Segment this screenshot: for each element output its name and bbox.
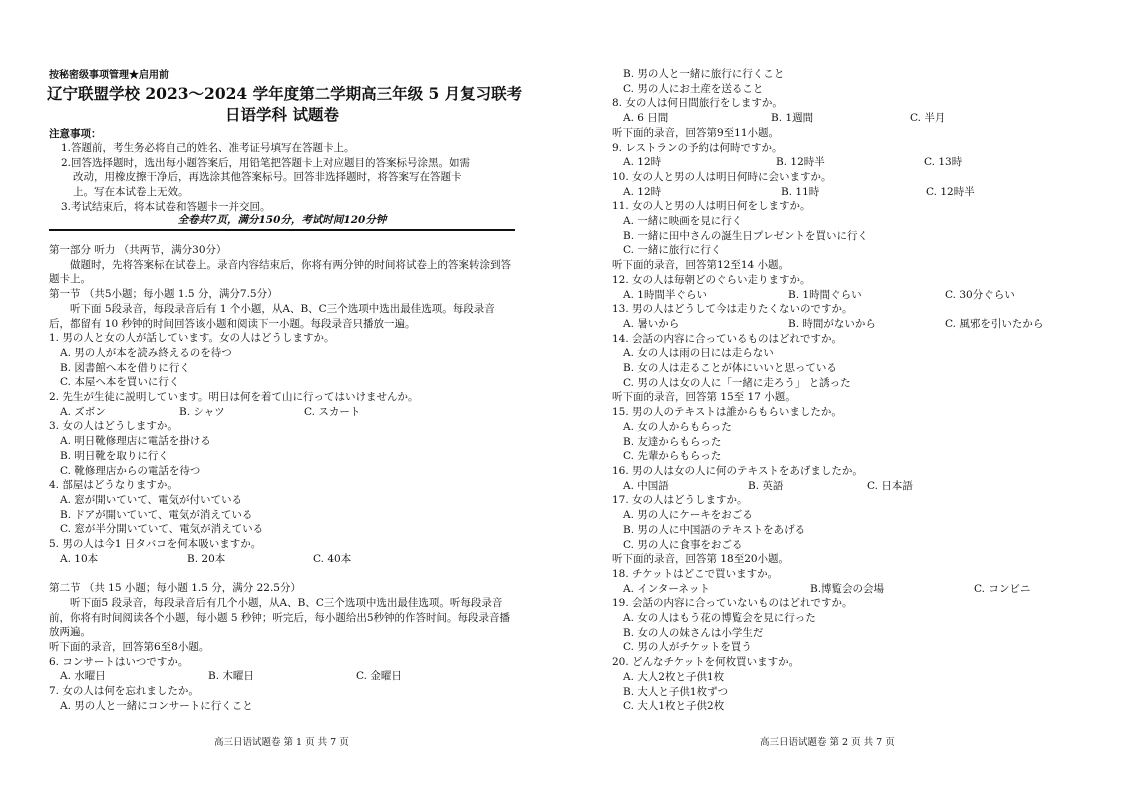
- answer-option: A. 男の人と一緒にコンサートに行くこと: [60, 699, 253, 712]
- text-line: 12. 女の人は毎朝どのぐらい走りますか。: [612, 273, 811, 286]
- answer-option: A. ズボン: [60, 405, 106, 418]
- answer-option: A. 水曜日: [60, 670, 106, 683]
- answer-option: A. 中国語: [623, 479, 669, 492]
- text-line: 5. 男の人は今1 日タバコを何本吸いますか。: [49, 538, 262, 551]
- answer-option: A. 一緒に映画を見に行く: [623, 215, 743, 228]
- answer-option: C. 12時半: [926, 185, 975, 198]
- text-line: 4. 部屋はどうなりますか。: [49, 479, 178, 492]
- text-line: 11. 女の人と男の人は明日何をしますか。: [612, 200, 811, 213]
- notes-title: 注意事项：: [49, 128, 102, 140]
- confidential-label: 按秘密级事项管理★启用前: [49, 70, 169, 81]
- note-line: 3.考试结束后，将本试卷和答题卡一并交回。: [61, 200, 271, 213]
- answer-option: C. 靴修理店からの電話を待つ: [60, 464, 201, 477]
- text-line: 20. どんなチケットを何枚買いますか。: [612, 656, 800, 669]
- text-line: 9. レストランの予約は何時ですか。: [612, 141, 783, 154]
- answer-option: C. 窓が半分開いていて、電気が消えている: [60, 523, 264, 536]
- answer-option: C. 金曜日: [356, 670, 402, 683]
- text-line: 17. 女の人はどうしますか。: [612, 494, 748, 507]
- text-line: 10. 女の人と男の人は明日何時に会いますか。: [612, 170, 832, 183]
- answer-options-row: [612, 317, 1082, 332]
- answer-option: B. 明日靴を取りに行く: [60, 449, 169, 462]
- answer-option: B. 1時間ぐらい: [788, 288, 862, 301]
- answer-option: A. 窓が開いていて、電気が付いている: [60, 493, 243, 506]
- page-1-body: [49, 243, 515, 713]
- exam-subtitle: 日语学科 试题卷: [225, 105, 339, 124]
- answer-options-row: [49, 552, 515, 567]
- exam-title: 辽宁联盟学校 2023～2024 学年度第二学期高三年级 5 月复习联考: [47, 84, 523, 103]
- spacer: [49, 566, 515, 581]
- notes-list: [49, 141, 515, 215]
- text-line: 听下面的录音，回答第6至8小题。: [49, 640, 210, 653]
- text-line: 14. 会話の内容に合っているものはどれですか。: [612, 332, 843, 345]
- answer-option: B. 12時半: [776, 156, 825, 169]
- page-1-footer: 高三日语试题卷 第 1 页 共 7 页: [214, 737, 349, 748]
- text-line: 13. 男の人はどうして今は走りたくないのですか。: [612, 303, 853, 316]
- note-line: 1.答题前，考生务必将自己的姓名、准考证号填写在答题卡上。: [61, 142, 355, 154]
- answer-option: B. 木曜日: [208, 670, 254, 683]
- answer-option: B. 女の人は走ることが体にいいと思っている: [623, 362, 837, 375]
- answer-option: C. スカート: [304, 405, 361, 418]
- text-line: 18. チケットはどこで買いますか。: [612, 567, 779, 580]
- answer-options-row: [612, 479, 1082, 494]
- answer-option: C. 男の人がチケットを買う: [623, 641, 752, 654]
- note-line: 2.回答选择题时，选出每小题答案后，用铅笔把答题卡上对应题目的答案标号涂黑。如需: [61, 156, 471, 169]
- answer-option: C. 日本語: [867, 479, 913, 492]
- answer-option: C. 半月: [910, 112, 946, 125]
- instruction-paragraph: 听下面 5段录音，每段录音后有 1 个小题，从A、B、C三个选项中选出最佳选项。每段录音后，都留有 10 秒钟的时间回答该小题和阅读下一小题。每段录音只播放一遍。: [49, 302, 495, 330]
- answer-option: B. 友達からもらった: [623, 435, 722, 448]
- answer-option: C. 本屋へ本を買いに行く: [60, 376, 180, 389]
- answer-option: B. 男の人に中国語のテキストをあげる: [623, 523, 806, 536]
- answer-option: B.博覧会の会場: [810, 582, 885, 595]
- answer-options-row: [612, 288, 1082, 303]
- answer-option: A. 男の人にケーキをおごる: [623, 509, 753, 522]
- text-line: 15. 男の人のテキストは誰からもらいましたか。: [612, 406, 842, 419]
- text-line: 2. 先生が生徒に説明しています。明日は何を着て山に行ってはいけませんか。: [49, 391, 419, 404]
- text-line: 19. 会話の内容に合っていないものはどれですか。: [612, 597, 853, 610]
- answer-option: B. 英語: [748, 479, 784, 492]
- answer-option: A. 12時: [623, 185, 662, 198]
- answer-option: A. 大人2枚と子供1枚: [623, 670, 725, 683]
- answer-option: B. 時間がないから: [788, 317, 876, 330]
- answer-option: C. 一緒に旅行に行く: [623, 244, 722, 257]
- answer-option: B. 20本: [187, 552, 226, 565]
- answer-option: C. 大人1枚と子供2枚: [623, 700, 725, 713]
- answer-option: C. 男の人は女の人に「一緒に走ろう」 と誘った: [623, 376, 851, 389]
- answer-option: C. 風邪を引いたから: [945, 317, 1044, 330]
- answer-option: C. 40本: [313, 552, 352, 565]
- page-2-body: [612, 67, 1082, 714]
- answer-option: B. 一緒に田中さんの誕生日プレゼントを買いに行く: [623, 229, 868, 242]
- text-line: 听下面的录音，回答第 15至 17 小题。: [612, 391, 796, 404]
- answer-options-row: [612, 185, 1082, 200]
- answer-option: C. 男の人に食事をおごる: [623, 538, 743, 551]
- text-line: 16. 男の人は女の人に何のテキストをあげましたか。: [612, 464, 863, 477]
- answer-option: B. ドアが開いていて、電気が消えている: [60, 508, 253, 521]
- answer-option: A. 6 日間: [623, 112, 669, 125]
- answer-option: B. 11時: [781, 185, 820, 198]
- answer-option: B. 図書館へ本を借りに行く: [60, 361, 190, 374]
- instruction-paragraph: 做题时，先将答案标在试卷上。录音内容结束后，你将有两分钟的时间将试卷上的答案转涂到答题卡上。: [49, 258, 511, 286]
- text-line: 6. コンサートはいつですか。: [49, 655, 189, 668]
- answer-options-row: [612, 582, 1082, 597]
- text-line: 3. 女の人はどうしますか。: [49, 420, 178, 433]
- answer-option: A. 明日靴修理店に電話を掛ける: [60, 435, 211, 448]
- answer-option: A. 12時: [623, 156, 662, 169]
- answer-options-row: [612, 155, 1082, 170]
- header-divider: [49, 229, 515, 231]
- note-line: 上。写在本试卷上无效。: [73, 186, 189, 199]
- answer-option: B. 大人と子供1枚ずつ: [623, 685, 729, 698]
- answer-options-row: [612, 111, 1082, 126]
- answer-option: C. 13時: [924, 156, 963, 169]
- text-line: 听下面的录音，回答第 18至20小题。: [612, 553, 790, 566]
- instruction-paragraph: 听下面5 段录音，每段录音后有几个小题，从A、B、C三个选项中选出最佳选项。听每段录音前，你将有时间阅读各个小题，每小题 5 秒钟；听完后，每小题给出5秒钟的作答时间。每段录音播放两遍。: [49, 596, 511, 639]
- answer-option: A. 女の人はもう花の博覧会を見に行った: [623, 612, 816, 625]
- answer-option: B. 女の人の妹さんは小学生だ: [623, 626, 764, 639]
- answer-option: A. 男の人が本を読み終えるのを待つ: [60, 346, 232, 359]
- note-line: 改动，用橡皮擦干净后，再选涂其他答案标号。回答非选择题时，将答案写在答题卡: [73, 171, 462, 184]
- answer-option: C. 30分ぐらい: [945, 288, 1015, 301]
- answer-options-row: [49, 669, 515, 684]
- answer-option: B. シャツ: [179, 405, 225, 418]
- text-line: 7. 女の人は何を忘れましたか。: [49, 685, 199, 698]
- text-line: 8. 女の人は何日間旅行をしますか。: [612, 97, 783, 110]
- answer-option: C. コンビニ: [974, 582, 1031, 595]
- answer-option: C. 先輩からもらった: [623, 450, 722, 463]
- answer-option: A. 女の人は雨の日には走らない: [623, 347, 774, 360]
- text-line: 第一节 （共5小题；每小题 1.5 分，满分7.5分）: [49, 288, 278, 301]
- total-info: 全卷共7页，满分150分，考试时间120分钟: [177, 214, 387, 226]
- answer-option: A. 10本: [60, 552, 99, 565]
- answer-option: A. インターネット: [623, 582, 710, 595]
- answer-option: B. 男の人と一緒に旅行に行くこと: [623, 68, 785, 80]
- text-line: 第二节 （共 15 小题；每小题 1.5 分，满分 22.5分）: [49, 582, 301, 595]
- text-line: 第一部分 听力 （共两节，满分30分）: [49, 244, 227, 256]
- answer-options-row: [49, 405, 515, 420]
- answer-option: A. 女の人からもらった: [623, 420, 732, 433]
- page-2-footer: 高三日语试题卷 第 2 页 共 7 页: [760, 737, 895, 748]
- answer-option: C. 男の人にお土産を送ること: [623, 82, 764, 95]
- text-line: 1. 男の人と女の人が話しています。女の人はどうしますか。: [49, 332, 335, 345]
- answer-option: A. 暑いから: [623, 317, 680, 330]
- text-line: 听下面的录音，回答第9至11小题。: [612, 126, 780, 139]
- answer-option: A. 1時間半ぐらい: [623, 288, 707, 301]
- text-line: 听下面的录音，回答第12至14 小题。: [612, 259, 790, 272]
- answer-option: B. 1週間: [771, 112, 814, 125]
